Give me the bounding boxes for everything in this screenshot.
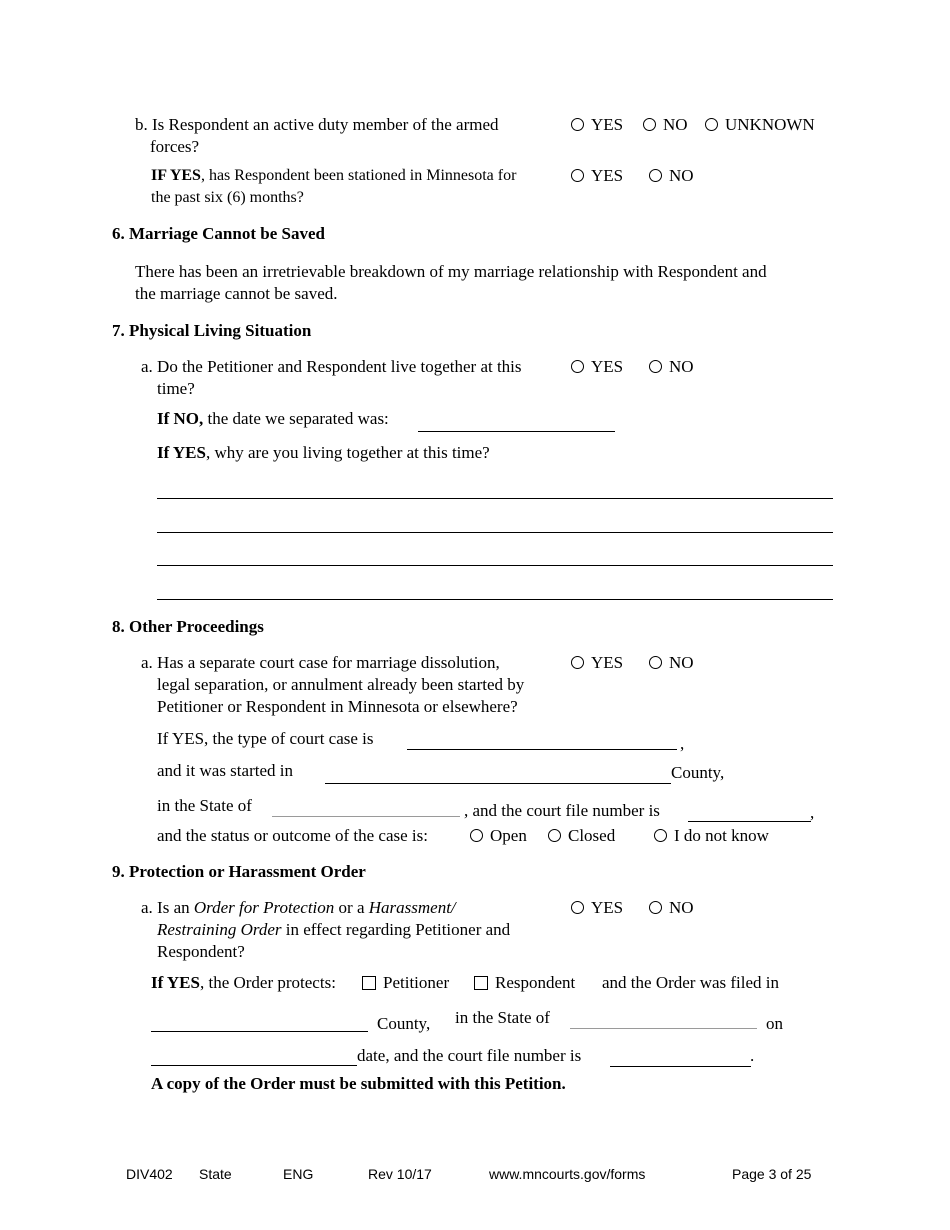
radio-icon[interactable]: [643, 118, 656, 131]
protects-respondent-checkbox[interactable]: Respondent: [474, 972, 575, 994]
order-protects-label: If YES, the Order protects:: [151, 973, 336, 992]
section-6-heading: 6. Marriage Cannot be Saved: [112, 224, 325, 243]
filed-in-label: and the Order was filed in: [602, 973, 780, 992]
file-number-comma: ,: [810, 803, 815, 822]
stationed-question: IF YES, has Respondent been stationed in Minnesota for the past six (6) months?: [151, 167, 517, 206]
section-6-text: There has been an irretrievable breakdown of my marriage relationship with Respondent and the marriage cannot be saved.: [135, 262, 767, 303]
protection-yes-option[interactable]: YES: [571, 897, 623, 919]
question-line-2: forces?: [150, 137, 200, 156]
why-together-line-2[interactable]: [157, 532, 833, 533]
radio-icon[interactable]: [548, 829, 561, 842]
other-case-no-option[interactable]: NO: [649, 652, 694, 674]
started-in-label: and it was started in: [157, 761, 293, 780]
live-together-question: a. Do the Petitioner and Respondent live together at this time?: [141, 357, 522, 398]
section-9-heading: 9. Protection or Harassment Order: [112, 862, 366, 881]
protects-petitioner-checkbox[interactable]: Petitioner: [362, 972, 449, 994]
radio-icon[interactable]: [470, 829, 483, 842]
footer-url[interactable]: www.mncourts.gov/forms: [489, 1166, 646, 1182]
checkbox-icon[interactable]: [474, 976, 488, 990]
case-type-label: If YES, the type of court case is: [157, 729, 374, 748]
radio-icon[interactable]: [705, 118, 718, 131]
file-number-label: , and the court file number is: [464, 801, 660, 820]
footer-page-number: Page 3 of 25: [732, 1166, 812, 1182]
question-line-1: b. Is Respondent an active duty member of the armed: [135, 115, 499, 134]
order-copy-notice: A copy of the Order must be submitted with this Petition.: [151, 1074, 566, 1093]
order-file-number-field[interactable]: [610, 1066, 751, 1067]
armed-forces-question: [135, 114, 499, 158]
state-field[interactable]: [272, 816, 460, 817]
radio-icon[interactable]: [654, 829, 667, 842]
order-county-label: County,: [377, 1014, 431, 1033]
on-label: on: [766, 1014, 783, 1033]
radio-icon[interactable]: [571, 169, 584, 182]
radio-icon[interactable]: [649, 169, 662, 182]
armed-unknown-option[interactable]: UNKNOWN: [705, 114, 815, 136]
footer-form-id: DIV402: [126, 1166, 173, 1182]
armed-no-option[interactable]: NO: [643, 114, 688, 136]
order-state-field[interactable]: [570, 1028, 757, 1029]
section-7-heading: 7. Physical Living Situation: [112, 321, 312, 340]
why-together-label: If YES, why are you living together at this time?: [157, 443, 490, 462]
armed-yes-option[interactable]: YES: [571, 114, 623, 136]
file-number-field[interactable]: [688, 821, 811, 822]
case-type-field[interactable]: [407, 749, 677, 750]
order-period: .: [750, 1046, 755, 1065]
protection-no-option[interactable]: NO: [649, 897, 694, 919]
footer-revision: Rev 10/17: [368, 1166, 432, 1182]
why-together-line-1[interactable]: [157, 498, 833, 499]
order-state-label: in the State of: [455, 1008, 550, 1027]
radio-icon[interactable]: [571, 901, 584, 914]
radio-icon[interactable]: [649, 360, 662, 373]
radio-icon[interactable]: [571, 656, 584, 669]
other-case-yes-option[interactable]: YES: [571, 652, 623, 674]
stationed-no-option[interactable]: NO: [649, 165, 694, 187]
status-unknown-option[interactable]: I do not know: [654, 825, 769, 847]
separated-date-label: If NO, the date we separated was:: [157, 409, 389, 428]
checkbox-icon[interactable]: [362, 976, 376, 990]
case-type-comma: ,: [680, 734, 685, 753]
footer-language: ENG: [283, 1166, 314, 1182]
protection-order-question: a. Is an Order for Protection or a Harassment/ Restraining Order in effect regarding Petitioner and Respondent?: [141, 898, 511, 961]
footer-state: State: [199, 1166, 232, 1182]
state-label: in the State of: [157, 796, 252, 815]
status-open-option[interactable]: Open: [470, 825, 527, 847]
radio-icon[interactable]: [571, 118, 584, 131]
section-8-heading: 8. Other Proceedings: [112, 617, 264, 636]
order-county-field[interactable]: [151, 1031, 368, 1032]
order-date-field[interactable]: [151, 1065, 357, 1066]
live-together-no-option[interactable]: NO: [649, 356, 694, 378]
why-together-line-4[interactable]: [157, 599, 833, 600]
separated-date-field[interactable]: [418, 431, 615, 432]
radio-icon[interactable]: [571, 360, 584, 373]
status-closed-option[interactable]: Closed: [548, 825, 615, 847]
live-together-yes-option[interactable]: YES: [571, 356, 623, 378]
radio-icon[interactable]: [649, 656, 662, 669]
stationed-yes-option[interactable]: YES: [571, 165, 623, 187]
status-label: and the status or outcome of the case is:: [157, 826, 428, 845]
order-date-label: date, and the court file number is: [357, 1046, 582, 1065]
why-together-line-3[interactable]: [157, 565, 833, 566]
started-county-field[interactable]: [325, 783, 671, 784]
county-label: County,: [671, 763, 725, 782]
radio-icon[interactable]: [649, 901, 662, 914]
other-case-question: a. Has a separate court case for marriage dissolution, legal separation, or annulment already been started by Petitioner or Respondent in Minnesota or elsewhere?: [141, 653, 525, 716]
